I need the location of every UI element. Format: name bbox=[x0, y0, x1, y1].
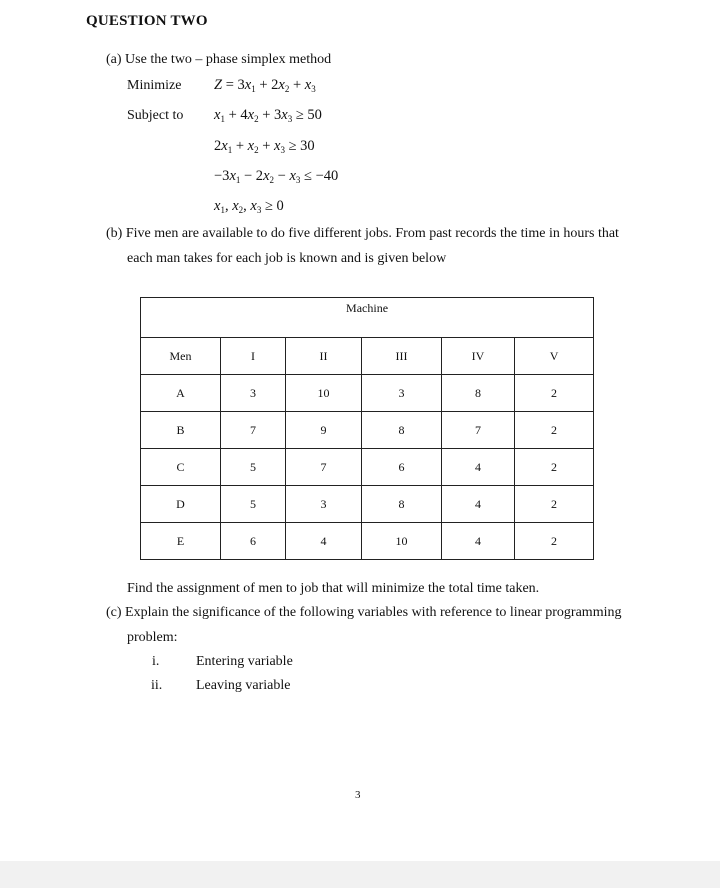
man-label: C bbox=[141, 449, 221, 486]
list-item-number: ii. bbox=[151, 678, 163, 693]
part-b-label: (b) bbox=[106, 226, 123, 241]
table-cell: 2 bbox=[515, 412, 594, 449]
column-header: IV bbox=[442, 338, 515, 375]
constraint-2: $2x_1 + x_2 + x_3 \ge 30$ bbox=[214, 138, 315, 155]
part-a-text: Use the two – phase simplex method bbox=[125, 52, 332, 67]
nonnegativity-constraint: $x_1$, $x_2$, $x_3 \ge 0$ bbox=[214, 198, 284, 215]
minimize-label: Minimize bbox=[127, 78, 182, 93]
table-cell: 9 bbox=[286, 412, 362, 449]
constraint-1: $x_1 + 4x_2 + 3x_3 \ge 50$ bbox=[214, 107, 322, 124]
table-cell: 8 bbox=[362, 486, 442, 523]
table-cell: 5 bbox=[221, 486, 286, 523]
table-cell: 4 bbox=[442, 523, 515, 560]
table-cell: 8 bbox=[442, 375, 515, 412]
table-cell: 3 bbox=[221, 375, 286, 412]
part-c-line-1 bbox=[106, 605, 621, 621]
table-cell: 4 bbox=[286, 523, 362, 560]
table-cell: 10 bbox=[286, 375, 362, 412]
subject-to-label: Subject to bbox=[127, 108, 184, 123]
list-item: Leaving variable bbox=[196, 678, 291, 693]
column-header: I bbox=[221, 338, 286, 375]
column-header: II bbox=[286, 338, 362, 375]
table-cell: 3 bbox=[286, 486, 362, 523]
man-label: D bbox=[141, 486, 221, 523]
machine-group-header: Machine bbox=[141, 298, 594, 338]
part-b-text-1: Five men are available to do five different jobs. From past records the time in hours that bbox=[125, 226, 619, 241]
table-row bbox=[141, 375, 594, 412]
table-row bbox=[141, 523, 594, 560]
men-header: Men bbox=[141, 338, 221, 375]
list-item-number: i. bbox=[152, 654, 160, 669]
part-a-label: (a) bbox=[106, 52, 122, 67]
part-a-line bbox=[106, 52, 331, 68]
table-cell: 7 bbox=[221, 412, 286, 449]
part-c-label: (c) bbox=[106, 605, 122, 620]
table-cell: 6 bbox=[221, 523, 286, 560]
part-c-text-2: problem: bbox=[127, 630, 178, 645]
question-title: QUESTION TWO bbox=[86, 13, 208, 29]
table-cell: 2 bbox=[515, 449, 594, 486]
man-label: A bbox=[141, 375, 221, 412]
table-row bbox=[141, 449, 594, 486]
table-cell: 4 bbox=[442, 486, 515, 523]
table-cell: 2 bbox=[515, 375, 594, 412]
part-b-text-2: each man takes for each job is known and is given below bbox=[127, 251, 447, 266]
page-bottom-edge bbox=[0, 861, 720, 888]
objective-function: $Z = 3x_1 + 2x_2 + x_3$ bbox=[214, 77, 316, 94]
part-c-text-1: Explain the significance of the following variables with reference to linear programming bbox=[125, 605, 622, 620]
table-cell: 2 bbox=[515, 523, 594, 560]
table-cell: 10 bbox=[362, 523, 442, 560]
assignment-table bbox=[140, 297, 594, 560]
table-cell: 5 bbox=[221, 449, 286, 486]
column-header: V bbox=[515, 338, 594, 375]
constraint-3: $-3x_1 - 2x_2 - x_3 \le -40$ bbox=[214, 168, 339, 185]
part-b-followup: Find the assignment of men to job that will minimize the total time taken. bbox=[127, 581, 540, 596]
page-number: 3 bbox=[355, 789, 361, 801]
column-header: III bbox=[362, 338, 442, 375]
table-cell: 8 bbox=[362, 412, 442, 449]
table-row bbox=[141, 486, 594, 523]
table-cell: 4 bbox=[442, 449, 515, 486]
man-label: B bbox=[141, 412, 221, 449]
table-row bbox=[141, 412, 594, 449]
table-cell: 3 bbox=[362, 375, 442, 412]
table-cell: 7 bbox=[442, 412, 515, 449]
man-label: E bbox=[141, 523, 221, 560]
table-cell: 2 bbox=[515, 486, 594, 523]
list-item: Entering variable bbox=[196, 654, 293, 669]
table-cell: 6 bbox=[362, 449, 442, 486]
part-b-line-1 bbox=[106, 226, 619, 242]
table-cell: 7 bbox=[286, 449, 362, 486]
